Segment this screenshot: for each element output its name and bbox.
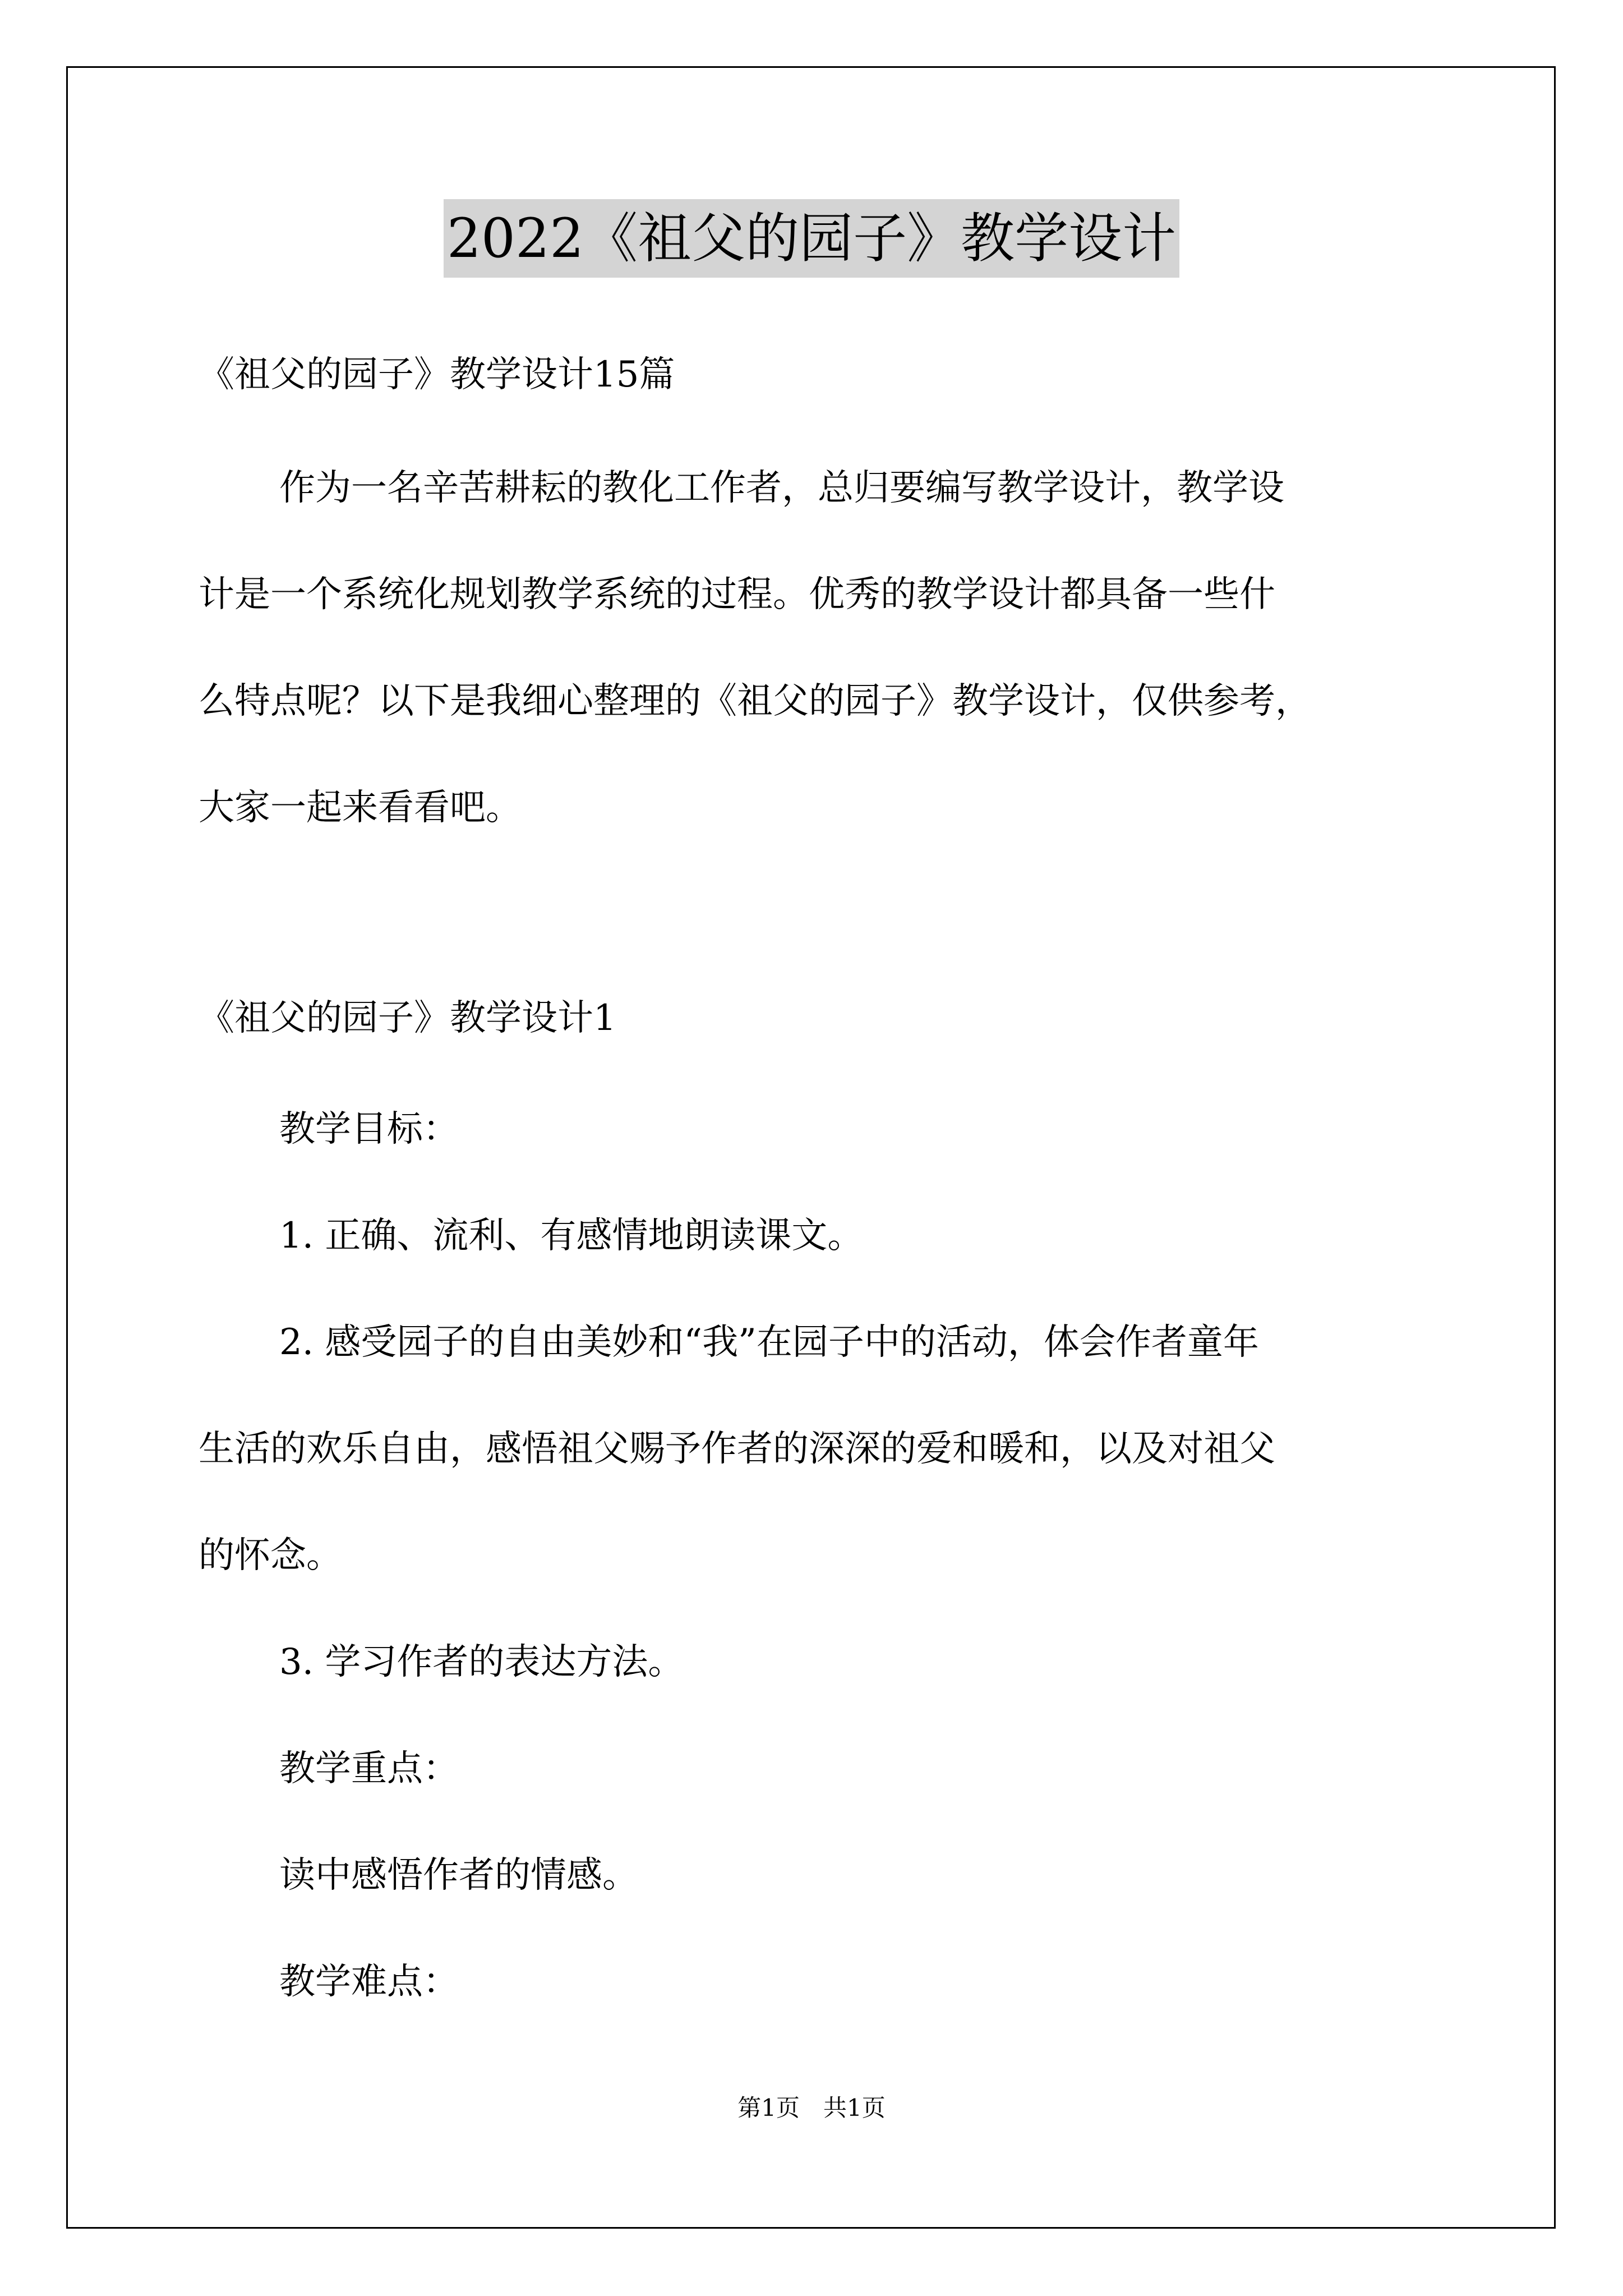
intro-line-4: 大家一起来看看吧。	[199, 787, 522, 829]
section-heading: 《祖父的园子》教学设计1	[199, 997, 616, 1039]
key-point-label: 教学重点：	[279, 1748, 459, 1789]
intro-line-2: 计是一个系统化规划教学系统的过程。优秀的教学设计都具备一些什	[199, 574, 1275, 615]
objective-2-line-3: 的怀念。	[199, 1535, 342, 1576]
document-title: 2022《祖父的园子》教学设计	[444, 199, 1179, 278]
page-footer: 第1页 共1页	[737, 2094, 886, 2122]
objectives-label: 教学目标：	[279, 1108, 459, 1150]
document-subtitle: 《祖父的园子》教学设计15篇	[199, 354, 675, 395]
difficulty-label: 教学难点：	[279, 1961, 459, 2003]
key-point-text: 读中感悟作者的情感。	[279, 1855, 638, 1896]
objective-2-line-2: 生活的欢乐自由，感悟祖父赐予作者的深深的爱和暖和，以及对祖父	[199, 1428, 1275, 1470]
objective-3: 3. 学习作者的表达方法。	[279, 1641, 684, 1683]
intro-line-1: 作为一名辛苦耕耘的教化工作者，总归要编写教学设计，教学设	[279, 467, 1284, 509]
intro-line-3: 么特点呢？以下是我细心整理的《祖父的园子》教学设计，仅供参考，	[199, 680, 1311, 722]
objective-1: 1. 正确、流利、有感情地朗读课文。	[279, 1215, 864, 1257]
title-container	[0, 199, 1623, 278]
objective-2-line-1: 2. 感受园子的自由美妙和“我”在园子中的活动，体会作者童年	[279, 1322, 1259, 1363]
